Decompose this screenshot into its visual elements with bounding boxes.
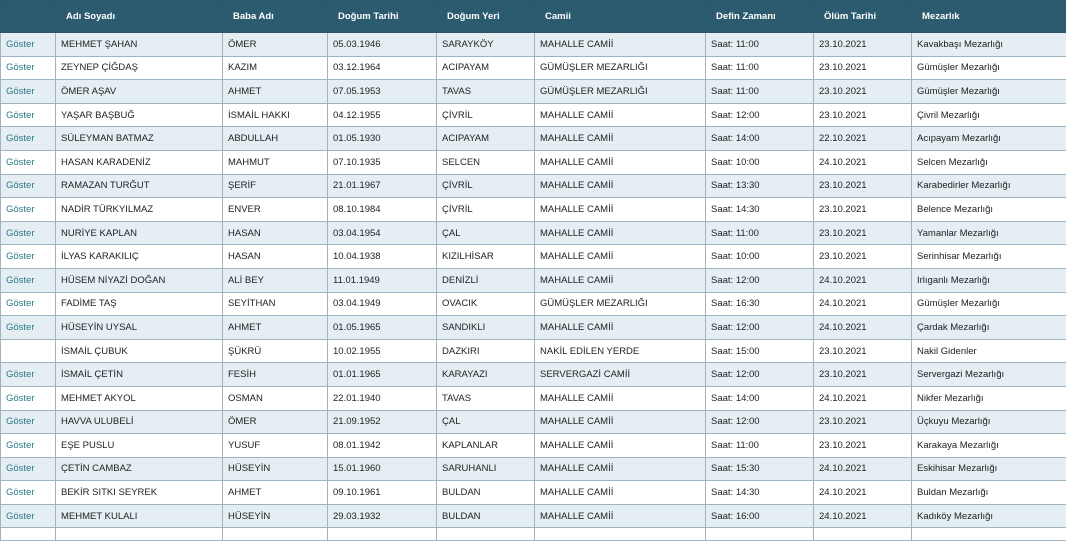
- header-action: [1, 1, 56, 33]
- cemetery-cell: Serinhisar Mezarlığı: [912, 245, 1066, 269]
- father-name-cell: HÜSEYİN: [223, 457, 328, 481]
- father-name-cell: AHMET: [223, 316, 328, 340]
- death-date-cell: 24.10.2021: [814, 457, 912, 481]
- birth-place-cell: DENİZLİ: [437, 268, 535, 292]
- father-name-cell: HASAN: [223, 245, 328, 269]
- table-row: [1, 150, 1066, 174]
- birth-place-cell: TAVAS: [437, 80, 535, 104]
- father-name-cell: ŞERİF: [223, 174, 328, 198]
- birth-place-cell: BULDAN: [437, 481, 535, 505]
- empty-cell: [1, 528, 56, 541]
- header-birth-place[interactable]: Doğum Yeri: [437, 1, 535, 33]
- mosque-cell: MAHALLE CAMİİ: [535, 386, 706, 410]
- show-link[interactable]: Göster: [6, 487, 35, 499]
- burial-time-cell: Saat: 12:00: [706, 410, 814, 434]
- name-cell: BEKİR SITKI SEYREK: [56, 481, 223, 505]
- birth-date-cell: 03.04.1954: [328, 221, 437, 245]
- show-cell: [1, 150, 56, 174]
- father-name-cell: KAZIM: [223, 56, 328, 80]
- show-link[interactable]: Göster: [6, 133, 35, 145]
- show-link[interactable]: Göster: [6, 109, 35, 121]
- death-date-cell: 22.10.2021: [814, 127, 912, 151]
- table-row: [1, 56, 1066, 80]
- name-cell: HAVVA ULUBELİ: [56, 410, 223, 434]
- birth-date-cell: 07.10.1935: [328, 150, 437, 174]
- cemetery-cell: Gümüşler Mezarlığı: [912, 292, 1066, 316]
- table-row: [1, 410, 1066, 434]
- show-link[interactable]: Göster: [6, 85, 35, 97]
- name-cell: NADİR TÜRKYILMAZ: [56, 198, 223, 222]
- cemetery-cell: Yamanlar Mezarlığı: [912, 221, 1066, 245]
- name-cell: HASAN KARADENİZ: [56, 150, 223, 174]
- show-cell: [1, 457, 56, 481]
- show-cell: [1, 174, 56, 198]
- name-cell: SÜLEYMAN BATMAZ: [56, 127, 223, 151]
- table-row: [1, 292, 1066, 316]
- header-father[interactable]: Baba Adı: [223, 1, 328, 33]
- burial-time-cell: Saat: 14:30: [706, 481, 814, 505]
- mosque-cell: MAHALLE CAMİİ: [535, 245, 706, 269]
- birth-place-cell: SARUHANLI: [437, 457, 535, 481]
- mosque-cell: MAHALLE CAMİİ: [535, 457, 706, 481]
- death-date-cell: 24.10.2021: [814, 481, 912, 505]
- birth-date-cell: 03.12.1964: [328, 56, 437, 80]
- show-link[interactable]: Göster: [6, 369, 35, 381]
- burial-time-cell: Saat: 10:00: [706, 245, 814, 269]
- show-cell: [1, 339, 56, 363]
- birth-place-cell: ÇİVRİL: [437, 198, 535, 222]
- mosque-cell: MAHALLE CAMİİ: [535, 33, 706, 57]
- birth-place-cell: SARAYKÖY: [437, 33, 535, 57]
- name-cell: MEHMET ŞAHAN: [56, 33, 223, 57]
- death-date-cell: 24.10.2021: [814, 316, 912, 340]
- show-cell: [1, 245, 56, 269]
- father-name-cell: ÖMER: [223, 33, 328, 57]
- burial-time-cell: Saat: 13:30: [706, 174, 814, 198]
- mosque-cell: MAHALLE CAMİİ: [535, 198, 706, 222]
- father-name-cell: FESİH: [223, 363, 328, 387]
- name-cell: MEHMET AKYOL: [56, 386, 223, 410]
- birth-place-cell: KAPLANLAR: [437, 434, 535, 458]
- name-cell: FADİME TAŞ: [56, 292, 223, 316]
- cemetery-cell: Gümüşler Mezarlığı: [912, 80, 1066, 104]
- name-cell: ZEYNEP ÇİĞDAŞ: [56, 56, 223, 80]
- header-row: [1, 1, 1066, 33]
- birth-date-cell: 15.01.1960: [328, 457, 437, 481]
- birth-place-cell: ACIPAYAM: [437, 56, 535, 80]
- father-name-cell: ÖMER: [223, 410, 328, 434]
- empty-cell: [912, 528, 1066, 541]
- header-name[interactable]: Adı Soyadı: [56, 1, 223, 33]
- mosque-cell: MAHALLE CAMİİ: [535, 150, 706, 174]
- burial-time-cell: Saat: 15:30: [706, 457, 814, 481]
- table-row: [1, 386, 1066, 410]
- burial-time-cell: Saat: 12:00: [706, 268, 814, 292]
- show-link[interactable]: Göster: [6, 38, 35, 50]
- birth-place-cell: SANDIKLI: [437, 316, 535, 340]
- empty-cell: [56, 528, 223, 541]
- death-date-cell: 23.10.2021: [814, 221, 912, 245]
- father-name-cell: ŞÜKRÜ: [223, 339, 328, 363]
- name-cell: RAMAZAN TURĞUT: [56, 174, 223, 198]
- death-date-cell: 23.10.2021: [814, 103, 912, 127]
- table-row: [1, 434, 1066, 458]
- show-cell: [1, 33, 56, 57]
- birth-place-cell: ÇİVRİL: [437, 103, 535, 127]
- table-row: [1, 198, 1066, 222]
- mosque-cell: MAHALLE CAMİİ: [535, 504, 706, 528]
- birth-date-cell: 01.01.1965: [328, 363, 437, 387]
- burial-time-cell: Saat: 16:00: [706, 504, 814, 528]
- death-date-cell: 23.10.2021: [814, 363, 912, 387]
- cemetery-cell: Buldan Mezarlığı: [912, 481, 1066, 505]
- show-cell: [1, 56, 56, 80]
- mosque-cell: MAHALLE CAMİİ: [535, 221, 706, 245]
- table-row: [1, 316, 1066, 340]
- show-cell: [1, 80, 56, 104]
- cemetery-cell: Kavakbaşı Mezarlığı: [912, 33, 1066, 57]
- empty-cell: [328, 528, 437, 541]
- cemetery-cell: Belence Mezarlığı: [912, 198, 1066, 222]
- show-link[interactable]: Göster: [6, 251, 35, 263]
- father-name-cell: HASAN: [223, 221, 328, 245]
- show-cell: [1, 221, 56, 245]
- birth-date-cell: 05.03.1946: [328, 33, 437, 57]
- mosque-cell: MAHALLE CAMİİ: [535, 103, 706, 127]
- mosque-cell: MAHALLE CAMİİ: [535, 316, 706, 340]
- father-name-cell: AHMET: [223, 481, 328, 505]
- birth-place-cell: ÇAL: [437, 410, 535, 434]
- birth-place-cell: DAZKIRI: [437, 339, 535, 363]
- table-row: [1, 245, 1066, 269]
- burial-time-cell: Saat: 12:00: [706, 103, 814, 127]
- name-cell: MEHMET KULALI: [56, 504, 223, 528]
- birth-date-cell: 08.01.1942: [328, 434, 437, 458]
- burial-time-cell: Saat: 15:00: [706, 339, 814, 363]
- empty-cell: [535, 528, 706, 541]
- name-cell: HÜSEM NİYAZİ DOĞAN: [56, 268, 223, 292]
- cemetery-cell: Acıpayam Mezarlığı: [912, 127, 1066, 151]
- death-date-cell: 24.10.2021: [814, 268, 912, 292]
- birth-place-cell: KARAYAZI: [437, 363, 535, 387]
- cemetery-cell: Kadıköy Mezarlığı: [912, 504, 1066, 528]
- show-cell: [1, 103, 56, 127]
- name-cell: EŞE PUSLU: [56, 434, 223, 458]
- table-body: [1, 33, 1066, 541]
- death-date-cell: 24.10.2021: [814, 386, 912, 410]
- birth-date-cell: 21.09.1952: [328, 410, 437, 434]
- cemetery-cell: Nakil Gidenler: [912, 339, 1066, 363]
- show-cell: [1, 363, 56, 387]
- death-date-cell: 23.10.2021: [814, 245, 912, 269]
- name-cell: ÇETİN CAMBAZ: [56, 457, 223, 481]
- cemetery-cell: Üçkuyu Mezarlığı: [912, 410, 1066, 434]
- table-row: [1, 339, 1066, 363]
- name-cell: HÜSEYİN UYSAL: [56, 316, 223, 340]
- name-cell: İSMAİL ÇUBUK: [56, 339, 223, 363]
- burial-time-cell: Saat: 14:00: [706, 386, 814, 410]
- father-name-cell: HÜSEYİN: [223, 504, 328, 528]
- birth-date-cell: 03.04.1949: [328, 292, 437, 316]
- show-cell: [1, 504, 56, 528]
- show-cell: [1, 316, 56, 340]
- show-link[interactable]: Göster: [6, 227, 35, 239]
- birth-place-cell: SELCEN: [437, 150, 535, 174]
- cemetery-cell: Selcen Mezarlığı: [912, 150, 1066, 174]
- birth-place-cell: ÇAL: [437, 221, 535, 245]
- table-row: [1, 33, 1066, 57]
- death-date-cell: 23.10.2021: [814, 80, 912, 104]
- show-link[interactable]: Göster: [6, 392, 35, 404]
- birth-place-cell: ACIPAYAM: [437, 127, 535, 151]
- death-date-cell: 24.10.2021: [814, 504, 912, 528]
- empty-cell: [706, 528, 814, 541]
- birth-date-cell: 01.05.1930: [328, 127, 437, 151]
- table-row-empty: [1, 528, 1066, 541]
- death-date-cell: 23.10.2021: [814, 434, 912, 458]
- mosque-cell: GÜMÜŞLER MEZARLIĞI: [535, 292, 706, 316]
- birth-date-cell: 01.05.1965: [328, 316, 437, 340]
- father-name-cell: ALİ BEY: [223, 268, 328, 292]
- table-row: [1, 504, 1066, 528]
- show-link[interactable]: Göster: [6, 298, 35, 310]
- birth-date-cell: 09.10.1961: [328, 481, 437, 505]
- burial-time-cell: Saat: 12:00: [706, 316, 814, 340]
- birth-date-cell: 22.01.1940: [328, 386, 437, 410]
- birth-date-cell: 04.12.1955: [328, 103, 437, 127]
- empty-cell: [223, 528, 328, 541]
- show-link[interactable]: Göster: [6, 463, 35, 475]
- death-date-cell: 23.10.2021: [814, 33, 912, 57]
- empty-cell: [814, 528, 912, 541]
- cemetery-cell: Karakaya Mezarlığı: [912, 434, 1066, 458]
- birth-place-cell: ÇİVRİL: [437, 174, 535, 198]
- show-cell: [1, 268, 56, 292]
- burial-time-cell: Saat: 10:00: [706, 150, 814, 174]
- table-row: [1, 481, 1066, 505]
- mosque-cell: MAHALLE CAMİİ: [535, 410, 706, 434]
- death-date-cell: 24.10.2021: [814, 150, 912, 174]
- cemetery-cell: Çardak Mezarlığı: [912, 316, 1066, 340]
- mosque-cell: MAHALLE CAMİİ: [535, 434, 706, 458]
- mosque-cell: MAHALLE CAMİİ: [535, 268, 706, 292]
- name-cell: YAŞAR BAŞBUĞ: [56, 103, 223, 127]
- burial-time-cell: Saat: 12:00: [706, 363, 814, 387]
- mosque-cell: GÜMÜŞLER MEZARLIĞI: [535, 56, 706, 80]
- table-row: [1, 268, 1066, 292]
- mosque-cell: SERVERGAZİ CAMİİ: [535, 363, 706, 387]
- table-row: [1, 103, 1066, 127]
- show-link[interactable]: Göster: [6, 180, 35, 192]
- name-cell: İLYAS KARAKILIÇ: [56, 245, 223, 269]
- table-row: [1, 221, 1066, 245]
- table-row: [1, 80, 1066, 104]
- birth-date-cell: 11.01.1949: [328, 268, 437, 292]
- burial-time-cell: Saat: 14:30: [706, 198, 814, 222]
- birth-date-cell: 07.05.1953: [328, 80, 437, 104]
- father-name-cell: SEYİTHAN: [223, 292, 328, 316]
- father-name-cell: OSMAN: [223, 386, 328, 410]
- show-link[interactable]: Göster: [6, 156, 35, 168]
- birth-date-cell: 10.04.1938: [328, 245, 437, 269]
- show-cell: [1, 292, 56, 316]
- birth-date-cell: 21.01.1967: [328, 174, 437, 198]
- show-cell: [1, 410, 56, 434]
- father-name-cell: YUSUF: [223, 434, 328, 458]
- header-burial-time[interactable]: Defin Zamanı: [706, 1, 814, 33]
- death-date-cell: 23.10.2021: [814, 339, 912, 363]
- cemetery-cell: Çivril Mezarlığı: [912, 103, 1066, 127]
- father-name-cell: AHMET: [223, 80, 328, 104]
- father-name-cell: İSMAİL HAKKI: [223, 103, 328, 127]
- header-death-date[interactable]: Ölüm Tarihi: [814, 1, 912, 33]
- birth-date-cell: 29.03.1932: [328, 504, 437, 528]
- death-date-cell: 23.10.2021: [814, 410, 912, 434]
- show-link[interactable]: Göster: [6, 203, 35, 215]
- mosque-cell: NAKİL EDİLEN YERDE: [535, 339, 706, 363]
- table-row: [1, 363, 1066, 387]
- show-link[interactable]: Göster: [6, 62, 35, 74]
- cemetery-cell: Irlıganlı Mezarlığı: [912, 268, 1066, 292]
- header-mosque[interactable]: Camii: [535, 1, 706, 33]
- cemetery-cell: Nikfer Mezarlığı: [912, 386, 1066, 410]
- show-link[interactable]: Göster: [6, 510, 35, 522]
- burial-time-cell: Saat: 11:00: [706, 80, 814, 104]
- birth-place-cell: BULDAN: [437, 504, 535, 528]
- father-name-cell: ABDULLAH: [223, 127, 328, 151]
- name-cell: İSMAİL ÇETİN: [56, 363, 223, 387]
- show-cell: [1, 386, 56, 410]
- cemetery-cell: Karabedirler Mezarlığı: [912, 174, 1066, 198]
- death-date-cell: 23.10.2021: [814, 198, 912, 222]
- mosque-cell: MAHALLE CAMİİ: [535, 127, 706, 151]
- empty-cell: [437, 528, 535, 541]
- birth-place-cell: KIZILHİSAR: [437, 245, 535, 269]
- mosque-cell: GÜMÜŞLER MEZARLIĞI: [535, 80, 706, 104]
- header-cemetery[interactable]: Mezarlık: [912, 1, 1066, 33]
- father-name-cell: MAHMUT: [223, 150, 328, 174]
- death-date-cell: 23.10.2021: [814, 56, 912, 80]
- cemetery-cell: Gümüşler Mezarlığı: [912, 56, 1066, 80]
- table-row: [1, 174, 1066, 198]
- name-cell: NURİYE KAPLAN: [56, 221, 223, 245]
- birth-date-cell: 08.10.1984: [328, 198, 437, 222]
- cemetery-cell: Eskihisar Mezarlığı: [912, 457, 1066, 481]
- burial-time-cell: Saat: 11:00: [706, 434, 814, 458]
- burial-time-cell: Saat: 11:00: [706, 33, 814, 57]
- show-link[interactable]: Göster: [6, 416, 35, 428]
- burial-time-cell: Saat: 14:00: [706, 127, 814, 151]
- birth-place-cell: OVACIK: [437, 292, 535, 316]
- show-link[interactable]: Göster: [6, 274, 35, 286]
- death-date-cell: 23.10.2021: [814, 174, 912, 198]
- burial-time-cell: Saat: 11:00: [706, 221, 814, 245]
- name-cell: ÖMER AŞAV: [56, 80, 223, 104]
- mosque-cell: MAHALLE CAMİİ: [535, 481, 706, 505]
- header-birth-date[interactable]: Doğum Tarihi: [328, 1, 437, 33]
- burial-time-cell: Saat: 11:00: [706, 56, 814, 80]
- show-link[interactable]: Göster: [6, 439, 35, 451]
- birth-date-cell: 10.02.1955: [328, 339, 437, 363]
- death-date-cell: 24.10.2021: [814, 292, 912, 316]
- birth-place-cell: TAVAS: [437, 386, 535, 410]
- show-cell: [1, 481, 56, 505]
- table-row: [1, 457, 1066, 481]
- show-cell: [1, 434, 56, 458]
- show-link[interactable]: Göster: [6, 321, 35, 333]
- cemetery-cell: Servergazi Mezarlığı: [912, 363, 1066, 387]
- burial-time-cell: Saat: 16:30: [706, 292, 814, 316]
- table-row: [1, 127, 1066, 151]
- show-cell: [1, 198, 56, 222]
- father-name-cell: ENVER: [223, 198, 328, 222]
- mosque-cell: MAHALLE CAMİİ: [535, 174, 706, 198]
- show-cell: [1, 127, 56, 151]
